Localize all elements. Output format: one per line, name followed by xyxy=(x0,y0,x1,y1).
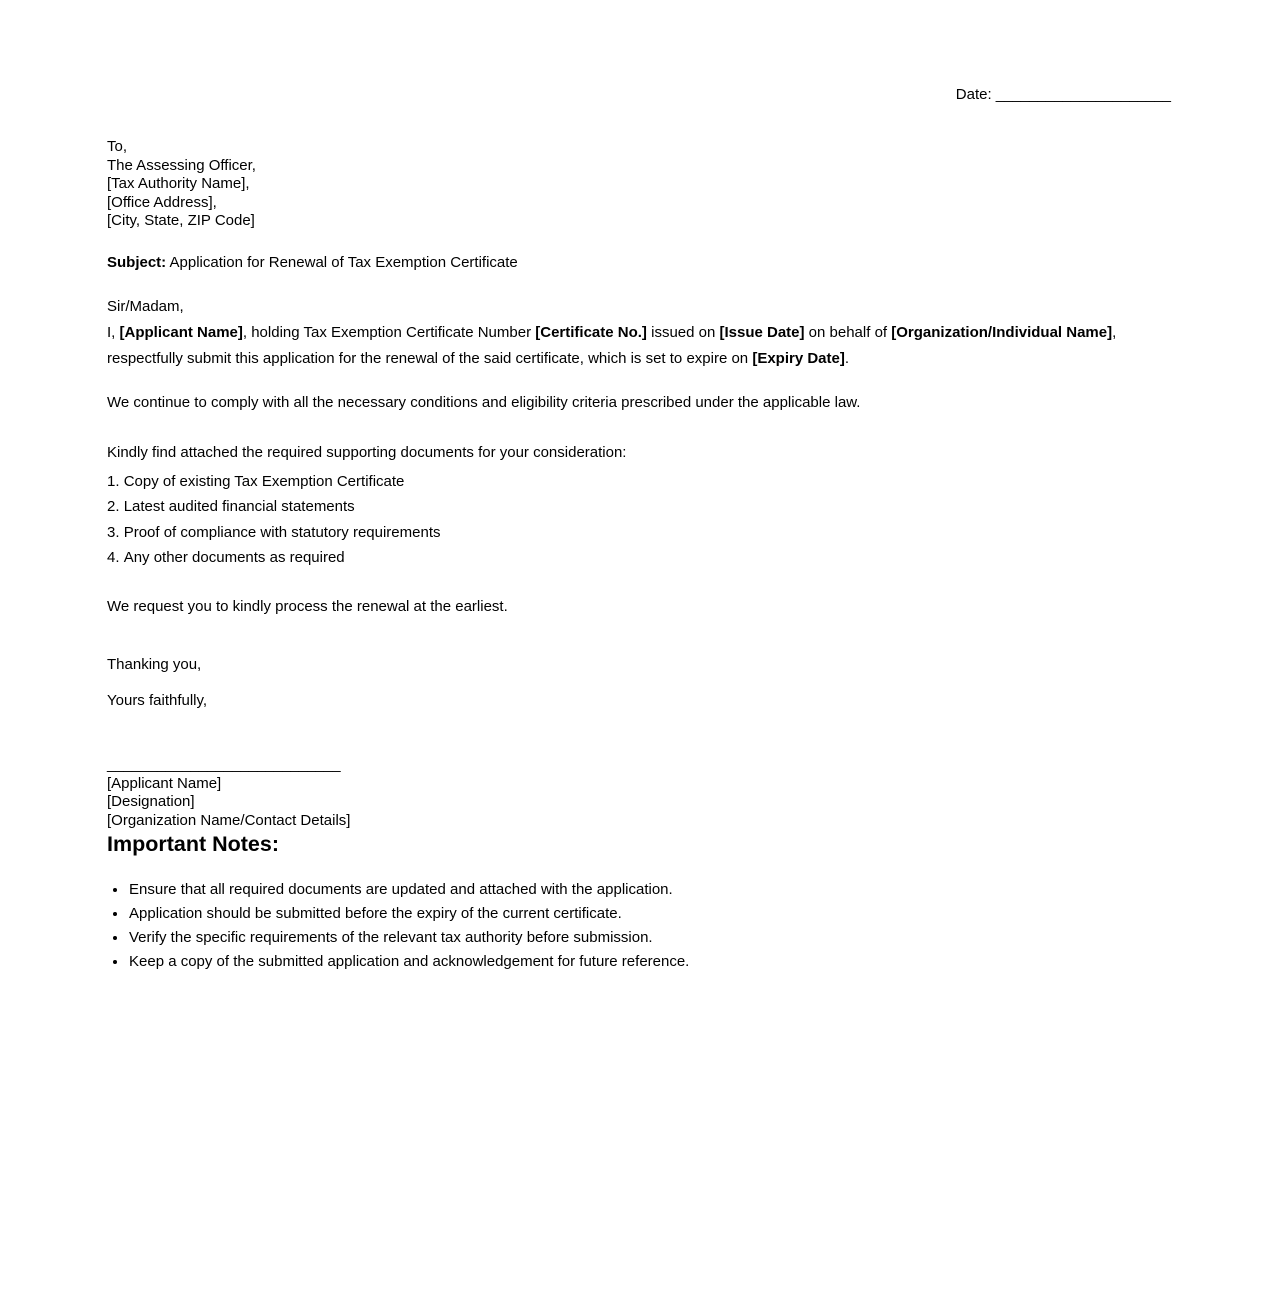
attachments-list xyxy=(107,469,1171,571)
signature-line: ____________________________ xyxy=(107,756,341,774)
signature-block xyxy=(107,756,1171,830)
attachment-item: 3. Proof of compliance with statutory requirements xyxy=(107,520,1171,545)
intro-text: issued on xyxy=(646,324,720,341)
thanking-line: Thanking you, xyxy=(107,656,202,674)
recipient-address-block xyxy=(107,138,1171,231)
note-item: • Keep a copy of the submitted application and acknowledgement for future reference. xyxy=(128,950,1171,974)
note-item: • Application should be submitted before the expiry of the current certificate. xyxy=(128,902,1171,926)
attachment-item: 4. Any other documents as required xyxy=(107,545,1171,570)
placeholder-certificate-no: [Certificate No.] xyxy=(535,324,647,341)
placeholder-issue-date: [Issue Date] xyxy=(719,324,805,341)
date-blank-line: _____________________ xyxy=(991,86,1171,103)
note-item: • Ensure that all required documents are updated and attached with the application. xyxy=(128,878,1171,902)
intro-text: on behalf of xyxy=(804,324,892,341)
subject-line xyxy=(107,254,1171,273)
intro-text: , holding Tax Exemption Certificate Number xyxy=(242,324,536,341)
attachment-item: 1. Copy of existing Tax Exemption Certificate xyxy=(107,469,1171,494)
intro-paragraph xyxy=(107,294,1171,372)
subject-text: Application for Renewal of Tax Exemption Certificate xyxy=(166,253,518,271)
placeholder-expiry-date: [Expiry Date] xyxy=(752,350,845,367)
signature-organization: [Organization Name/Contact Details] xyxy=(107,811,351,829)
signature-applicant-name: [Applicant Name] xyxy=(107,774,222,792)
intro-text: , respectfully submit this application for the renewal of the said certificate, which is set to expire on xyxy=(107,324,1117,367)
recipient-line: [Tax Authority Name], xyxy=(107,175,250,192)
closing-line: Yours faithfully, xyxy=(107,691,208,709)
subject-label: Subject: xyxy=(107,253,167,271)
notes-heading: Important Notes: xyxy=(107,832,279,857)
salutation: Sir/Madam, xyxy=(107,298,184,315)
compliance-paragraph: We continue to comply with all the necessary conditions and eligibility criteria prescribed under the applicable law. xyxy=(107,394,861,411)
intro-text: I, xyxy=(107,324,120,341)
date-row xyxy=(107,85,1171,104)
placeholder-applicant-name: [Applicant Name] xyxy=(119,324,243,341)
recipient-line: [Office Address], xyxy=(107,193,217,211)
attachments-intro: Kindly find attached the required supporting documents for your consideration: xyxy=(107,443,627,461)
recipient-line: To, xyxy=(107,138,128,155)
intro-text: . xyxy=(844,350,850,367)
recipient-line: The Assessing Officer, xyxy=(107,156,256,174)
request-paragraph: We request you to kindly process the renewal at the earliest. xyxy=(107,597,508,615)
note-item: • Verify the specific requirements of the relevant tax authority before submission. xyxy=(128,926,1171,950)
recipient-line: [City, State, ZIP Code] xyxy=(107,212,255,229)
date-label: Date: xyxy=(955,86,992,103)
signature-designation: [Designation] xyxy=(107,793,195,811)
placeholder-organization-name: [Organization/Individual Name] xyxy=(891,324,1113,341)
notes-list xyxy=(107,878,1171,974)
attachment-item: 2. Latest audited financial statements xyxy=(107,494,1171,519)
